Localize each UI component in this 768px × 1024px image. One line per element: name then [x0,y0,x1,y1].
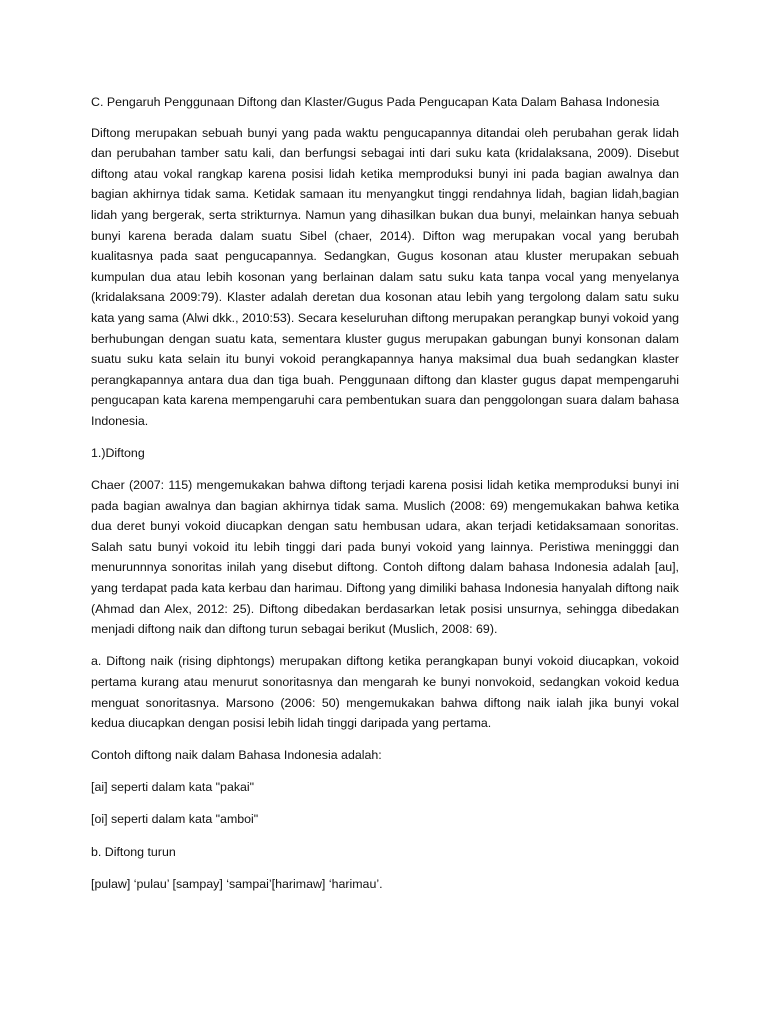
paragraph-diftong-definition: Diftong merupakan sebuah bunyi yang pada waktu pengucapannya ditandai oleh perubahan gerak lidah dan perubahan tamber satu kali, dan berfungsi sebagai inti dari suku kata (kridalaksana, 2009). Disebut diftong atau vokal rangkap karena posisi lidah ketika memproduksi bunyi ini pada bagian awalnya dan bagian akhirnya tidak sama. Ketidak samaan itu menyangkut tinggi rendahnya lidah, bagian lidah,bagian lidah yang bergerak, serta strikturnya. Namun yang dihasilkan bukan dua bunyi, melainkan hanya sebuah bunyi karena berada dalam suatu Sibel (chaer, 2014). Difton wag merupakan vocal yang berubah kualitasnya pada saat pengucapannya. Sedangkan, Gugus kosonan atau kluster merupakan sebuah kumpulan dua atau lebih kosonan yang berlainan dalam satu suku kata tanpa vocal yang menyelanya (kridalaksana 2009:79). Klaster adalah deretan dua kosonan atau lebih yang tergolong dalam satu suku kata yang sama (Alwi dkk., 2010:53). Secara keseluruhan diftong merupakan perangkap bunyi vokoid yang berhubungan dengan suatu kata, sementara kluster gugus merupakan gabungan bunyi konsonan dalam suatu suku kata selain itu bunyi vokoid perangkapannya hanya maksimal dua buah sedangkan klaster perangkapannya antara dua dan tiga buah. Penggunaan diftong dan klaster gugus dapat mempengaruhi pengucapan kata karena mempengaruhi cara pembentukan suara dan penggolongan suara dalam bahasa Indonesia. [91,125,679,428]
example-intro: Contoh diftong naik dalam Bahasa Indonesia adalah: [91,748,382,763]
example-ai: [ai] seperti dalam kata "pakai" [91,780,255,795]
example-oi: [oi] seperti dalam kata "amboi" [91,812,259,827]
paragraph-diftong-naik: a. Diftong naik (rising diphtongs) merupakan diftong ketika perangkapan bunyi vokoid diucapkan, vokoid pertama kurang atau menurut sonoritasnya dan mengarah ke bunyi nonvokoid, sedangkan vokoid kedua menguat sonoritasnya. Marsono (2006: 50) mengemukakan bahwa diftong naik ialah jika bunyi vokal kedua diucapkan dengan posisi lebih lidah tinggi daripada yang pertama. [91,654,679,731]
subsection-label-diftong: 1.)Diftong [91,446,145,460]
section-heading: C. Pengaruh Penggunaan Diftong dan Klaster/Gugus Pada Pengucapan Kata Dalam Bahasa Indonesia [91,95,660,109]
paragraph-chaer-muslich: Chaer (2007: 115) mengemukakan bahwa diftong terjadi karena posisi lidah ketika memproduksi bunyi ini pada bagian awalnya dan bagian akhirnya tidak sama. Muslich (2008: 69) mengemukakan bahwa ketika dua deret bunyi vokoid diucapkan dengan satu hembusan udara, akan terjadi ketidaksamaan sonoritas. Salah satu bunyi vokoid itu lebih tinggi dari pada bunyi vokoid yang lainnya. Peristiwa meningggi dan menurunnnya sonoritas inilah yang disebut diftong. Contoh diftong dalam bahasa Indonesia adalah [au], yang terdapat pada kata kerbau dan harimau. Diftong yang dimiliki bahasa Indonesia hanyalah diftong naik (Ahmad dan Alex, 2012: 25). Diftong dibedakan berdasarkan letak posisi unsurnya, sehingga dibedakan menjadi diftong naik dan diftong turun sebagai berikut (Muslich, 2008: 69). [91,478,679,637]
document-body [91,92,679,906]
example-diftong-turun: [pulaw] ‘pulau’ [sampay] ‘sampai’[harimaw] ‘harimau’. [91,876,383,891]
subsection-label-diftong-turun: b. Diftong turun [91,844,176,859]
